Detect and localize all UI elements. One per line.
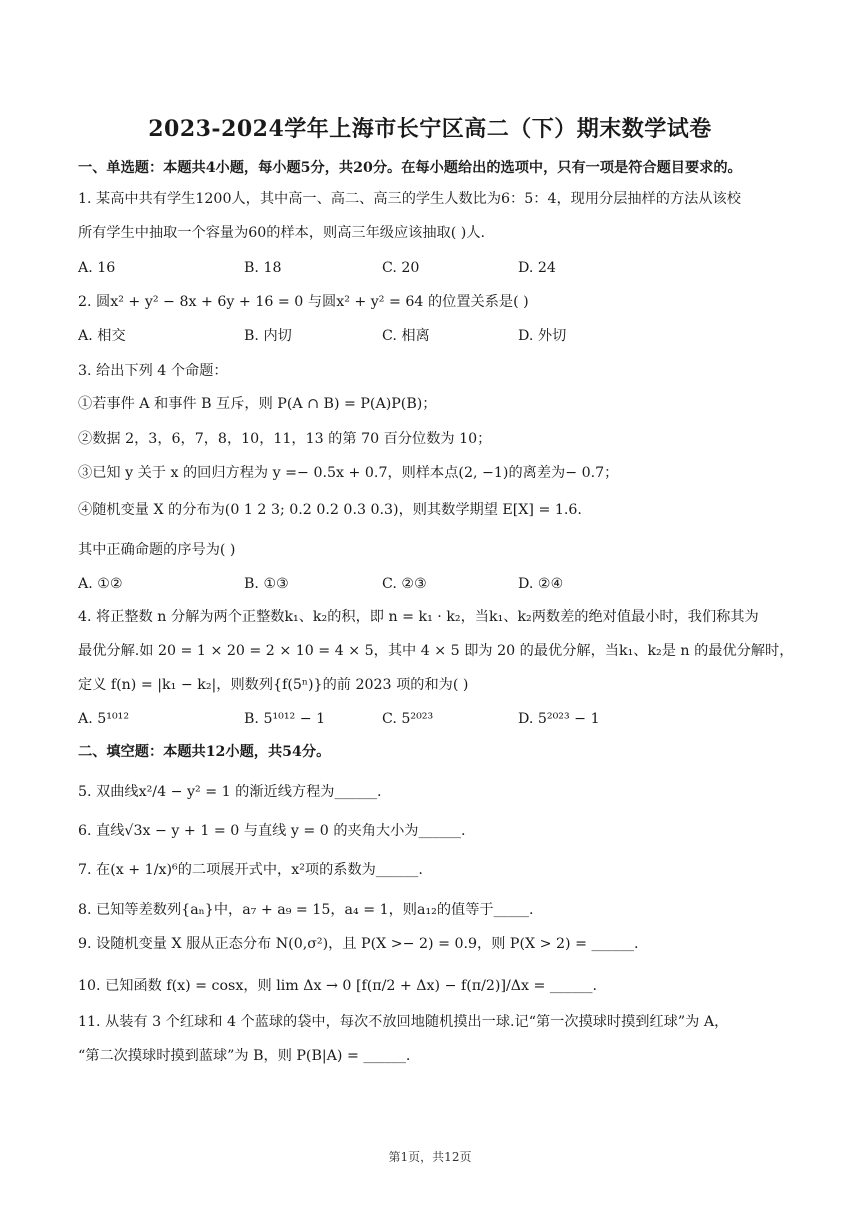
option-d: D. 24 (518, 260, 556, 276)
question-4-line-3: 定义 f(n) = |k₁ − k₂|，则数列{f(5ⁿ)}的前 2023 项的和为( ) (78, 677, 469, 693)
question-8: 8. 已知等差数列{aₙ}中，a₇ + a₉ = 15，a₄ = 1，则a₁₂的值等于_____. (78, 902, 534, 918)
option-a: A. 5¹⁰¹² (78, 711, 130, 727)
option-b: B. ①③ (244, 576, 289, 592)
proposition-2: ②数据 2，3，6，7，8，10，11，13 的第 70 百分位数为 10； (78, 431, 492, 447)
option-c: C. 相离 (382, 328, 430, 344)
question-4-line-1: 4. 将正整数 n 分解为两个正整数k₁、k₂的积，即 n = k₁ · k₂，当k₁、k₂两数差的绝对值最小时，我们称其为 (78, 609, 759, 625)
section-heading-fill-blank: 二、填空题：本题共12小题，共54分。 (78, 744, 331, 760)
option-b: B. 5¹⁰¹² − 1 (244, 711, 326, 727)
question-3-prompt: 其中正确命题的序号为( ) (78, 542, 236, 558)
option-c: C. 5²⁰²³ (382, 711, 434, 727)
question-1-options (78, 258, 784, 278)
option-c: C. ②③ (382, 576, 427, 592)
question-10: 10. 已知函数 f(x) = cosx，则 lim Δx → 0 [f(π/2 + Δx) − f(π/2)]/Δx = ______. (78, 978, 597, 994)
option-d: D. ②④ (518, 576, 564, 592)
question-11-line-2: “第二次摸球时摸到蓝球”为 B，则 P(B|A) = ______. (78, 1048, 411, 1064)
proposition-1: ①若事件 A 和事件 B 互斥，则 P(A ∩ B) = P(A)P(B)； (78, 396, 437, 412)
page-footer: 第1页，共12页 (388, 1150, 472, 1164)
option-b: B. 18 (244, 260, 282, 276)
option-d: D. 外切 (518, 328, 567, 344)
question-2-line-1: 2. 圆x² + y² − 8x + 6y + 16 = 0 与圆x² + y² = 64 的位置关系是( ) (78, 294, 529, 310)
option-d: D. 5²⁰²³ − 1 (518, 711, 600, 727)
question-11-line-1: 11. 从装有 3 个红球和 4 个蓝球的袋中，每次不放回地随机摸出一球.记“第一次摸球时摸到红球”为 A， (78, 1014, 729, 1030)
question-3-options (78, 574, 784, 594)
question-6: 6. 直线√3x − y + 1 = 0 与直线 y = 0 的夹角大小为______. (78, 823, 466, 839)
question-1-line-2: 所有学生中抽取一个容量为60的样本，则高三年级应该抽取( )人. (78, 225, 486, 241)
option-a: A. 相交 (78, 328, 126, 344)
question-2-options (78, 326, 784, 346)
question-7: 7. 在(x + 1/x)⁶的二项展开式中，x²项的系数为______. (78, 862, 423, 878)
section-heading-single-choice: 一、单选题：本题共4小题，每小题5分，共20分。在每小题给出的选项中，只有一项是符合题目要求的。 (78, 160, 742, 176)
question-9: 9. 设随机变量 X 服从正态分布 N(0,σ²)，且 P(X >− 2) = 0.9，则 P(X > 2) = ______. (78, 936, 639, 952)
question-1-line-1: 1. 某高中共有学生1200人，其中高一、高二、高三的学生人数比为6：5：4，现用分层抽样的方法从该校 (78, 191, 741, 207)
question-3-line-1: 3. 给出下列 4 个命题： (78, 363, 228, 379)
option-a: A. 16 (78, 260, 116, 276)
question-4-options (78, 709, 784, 729)
page-title: 2023-2024学年上海市长宁区高二（下）期末数学试卷 (148, 116, 712, 142)
proposition-3: ③已知 y 关于 x 的回归方程为 y =− 0.5x + 0.7，则样本点(2, −1)的离差为− 0.7； (78, 465, 619, 481)
option-a: A. ①② (78, 576, 123, 592)
question-5: 5. 双曲线x²/4 − y² = 1 的渐近线方程为______. (78, 784, 382, 800)
proposition-4: ④随机变量 X 的分布为(0 1 2 3; 0.2 0.2 0.3 0.3)，则其数学期望 E[X] = 1.6. (78, 502, 582, 518)
option-c: C. 20 (382, 260, 420, 276)
option-b: B. 内切 (244, 328, 292, 344)
question-4-line-2: 最优分解.如 20 = 1 × 20 = 2 × 10 = 4 × 5，其中 4 × 5 即为 20 的最优分解，当k₁、k₂是 n 的最优分解时， (78, 643, 794, 659)
